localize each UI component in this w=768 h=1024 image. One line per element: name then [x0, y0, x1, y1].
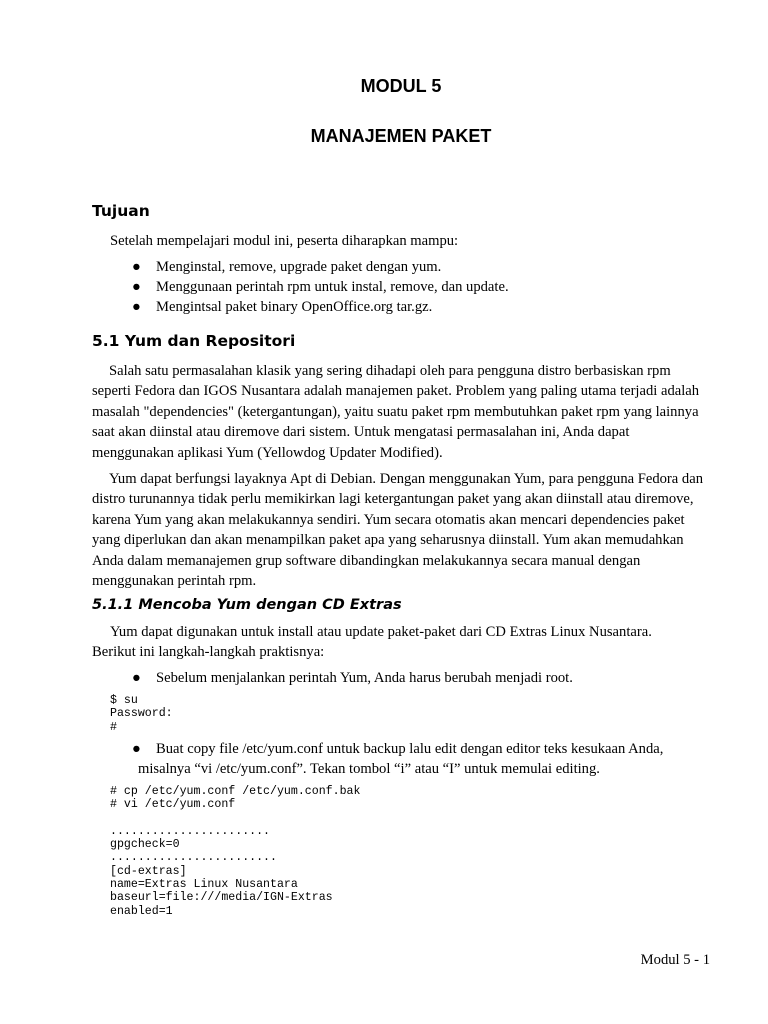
step-2-text: Buat copy file /etc/yum.conf untuk backup lalu edit dengan editor teks kesukaan Anda,: [156, 741, 664, 757]
heading-tujuan: Tujuan: [92, 202, 150, 220]
list-item: [132, 741, 663, 758]
heading-5-1-1: 5.1.1 Mencoba Yum dengan CD Extras: [92, 597, 402, 613]
list-item: [132, 279, 509, 296]
list-item: [132, 670, 573, 687]
bullet-icon: ●: [132, 259, 141, 275]
bullet-icon: ●: [132, 741, 141, 757]
intro-line-2: Berikut ini langkah-langkah praktisnya:: [92, 644, 325, 660]
bullet-icon: ●: [132, 670, 141, 686]
list-item: [132, 299, 432, 316]
module-subtitle: MANAJEMEN PAKET: [310, 126, 492, 146]
code-block-su: $ su Password: #: [110, 694, 173, 734]
paragraph-5-1-a: Salah satu permasalahan klasik yang sering dihadapi oleh para pengguna distro berbasiskan rpm seperti Fedora dan IGOS Nusantara adalah manajemen paket. Problem yang paling utama terjadi adalah masalah "dependencies" (ketergantungan), yaitu suatu paket rpm membutuhkan paket rpm yang lainnya saat akan diinstal atau diremove dari sistem. Untuk mengatasi permasalahan ini, Anda dapat menggunakan aplikasi Yum (Yellowdog Updater Modified).: [92, 363, 700, 461]
module-title: MODUL 5: [360, 76, 442, 96]
page-footer: Modul 5 - 1: [640, 952, 710, 968]
step-1-text: Sebelum menjalankan perintah Yum, Anda harus berubah menjadi root.: [156, 670, 573, 686]
list-item-text: Menginstal, remove, upgrade paket dengan yum.: [156, 259, 442, 275]
bullet-icon: ●: [132, 299, 141, 315]
heading-5-1: 5.1 Yum dan Repositori: [92, 332, 296, 350]
step-2-text-continued: misalnya “vi /etc/yum.conf”. Tekan tombol “i” atau “I” untuk memulai editing.: [138, 761, 600, 777]
tujuan-intro: Setelah mempelajari modul ini, peserta diharapkan mampu:: [110, 233, 459, 249]
list-item: [132, 259, 441, 276]
intro-line-1: Yum dapat digunakan untuk install atau update paket-paket dari CD Extras Linux Nusantara.: [110, 624, 652, 640]
bullet-icon: ●: [132, 279, 141, 295]
code-block-yum-conf: # cp /etc/yum.conf /etc/yum.conf.bak # vi /etc/yum.conf ....................... gpgcheck=0 ........................ [cd-extras] name=Extras Linux Nusantara baseurl=file:///media/IGN-Extras enabled=1: [110, 785, 361, 918]
paragraph-5-1-b: Yum dapat berfungsi layaknya Apt di Debian. Dengan menggunakan Yum, para pengguna Fedora dan distro turunannya tidak perlu memikirkan lagi ketergantungan paket yang akan diinstall atau diremove, karena Yum yang akan melakukannya sendiri. Yum secara otomatis akan mencari dependencies paket yang diperlukan dan akan menampilkan paket apa yang seharusnya diinstall. Yum akan memudahkan Anda dalam memanajemen grup software dibandingkan melakukannya secara manual dengan menggunakan perintah rpm.: [92, 471, 703, 590]
list-item-text: Mengintsal paket binary OpenOffice.org tar.gz.: [156, 299, 433, 315]
list-item-text: Menggunaan perintah rpm untuk instal, remove, dan update.: [156, 279, 509, 295]
